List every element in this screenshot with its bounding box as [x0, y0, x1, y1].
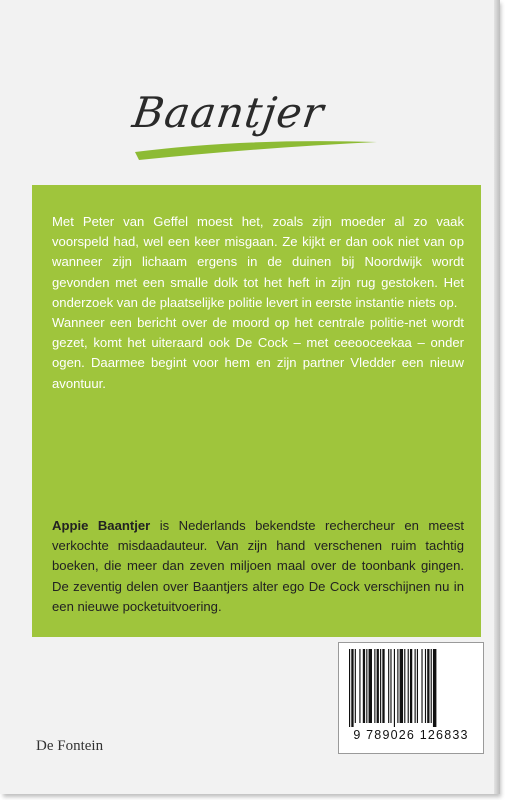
- barcode-bars-icon: [347, 649, 475, 729]
- logo-text: Baantjer: [129, 88, 328, 137]
- barcode: [338, 642, 484, 754]
- isbn-number: 9 789026 126833: [353, 728, 469, 742]
- logo-swoosh-icon: [125, 132, 385, 162]
- blurb-paragraph-2: Wanneer een bericht over de moord op het centrale politie-net wordt gezet, komt het uiteraard ook De Cock – met ceeooceekaa – onder ogen. Daarmee begint voor hem en zijn partner Vledder een nieuw avontuur.: [52, 315, 464, 391]
- blurb-paragraph-1: Met Peter van Geffel moest het, zoals zijn moeder al zo vaak voorspeld had, wel een keer misgaan. Ze kijkt er dan ook niet van op wanneer zijn lichaam ergens in de duinen bij Noordwijk wordt gevonden met een smalle dolk tot het heft in zijn rug gestoken. Het onderzoek van de plaatselijke politie levert in eerste instantie niets op.: [52, 214, 464, 310]
- publisher-name: De Fontein: [36, 738, 104, 754]
- author-bio: [52, 516, 464, 617]
- blurb-text: [52, 212, 464, 394]
- author-name: Appie Baantjer: [52, 518, 151, 533]
- author-bio-text: is Nederlands bekendste rechercheur en meest verkochte misdaadauteur. Van zijn hand verschenen ruim tachtig boeken, die meer dan zeven miljoen maal over de toonbank gingen. De zeventig delen over Baantjers alter ego De Cock verschijnen nu in een nieuwe pocketuitvoering.: [52, 518, 465, 614]
- brand-logo: [125, 88, 385, 170]
- spine-edge: [494, 0, 500, 794]
